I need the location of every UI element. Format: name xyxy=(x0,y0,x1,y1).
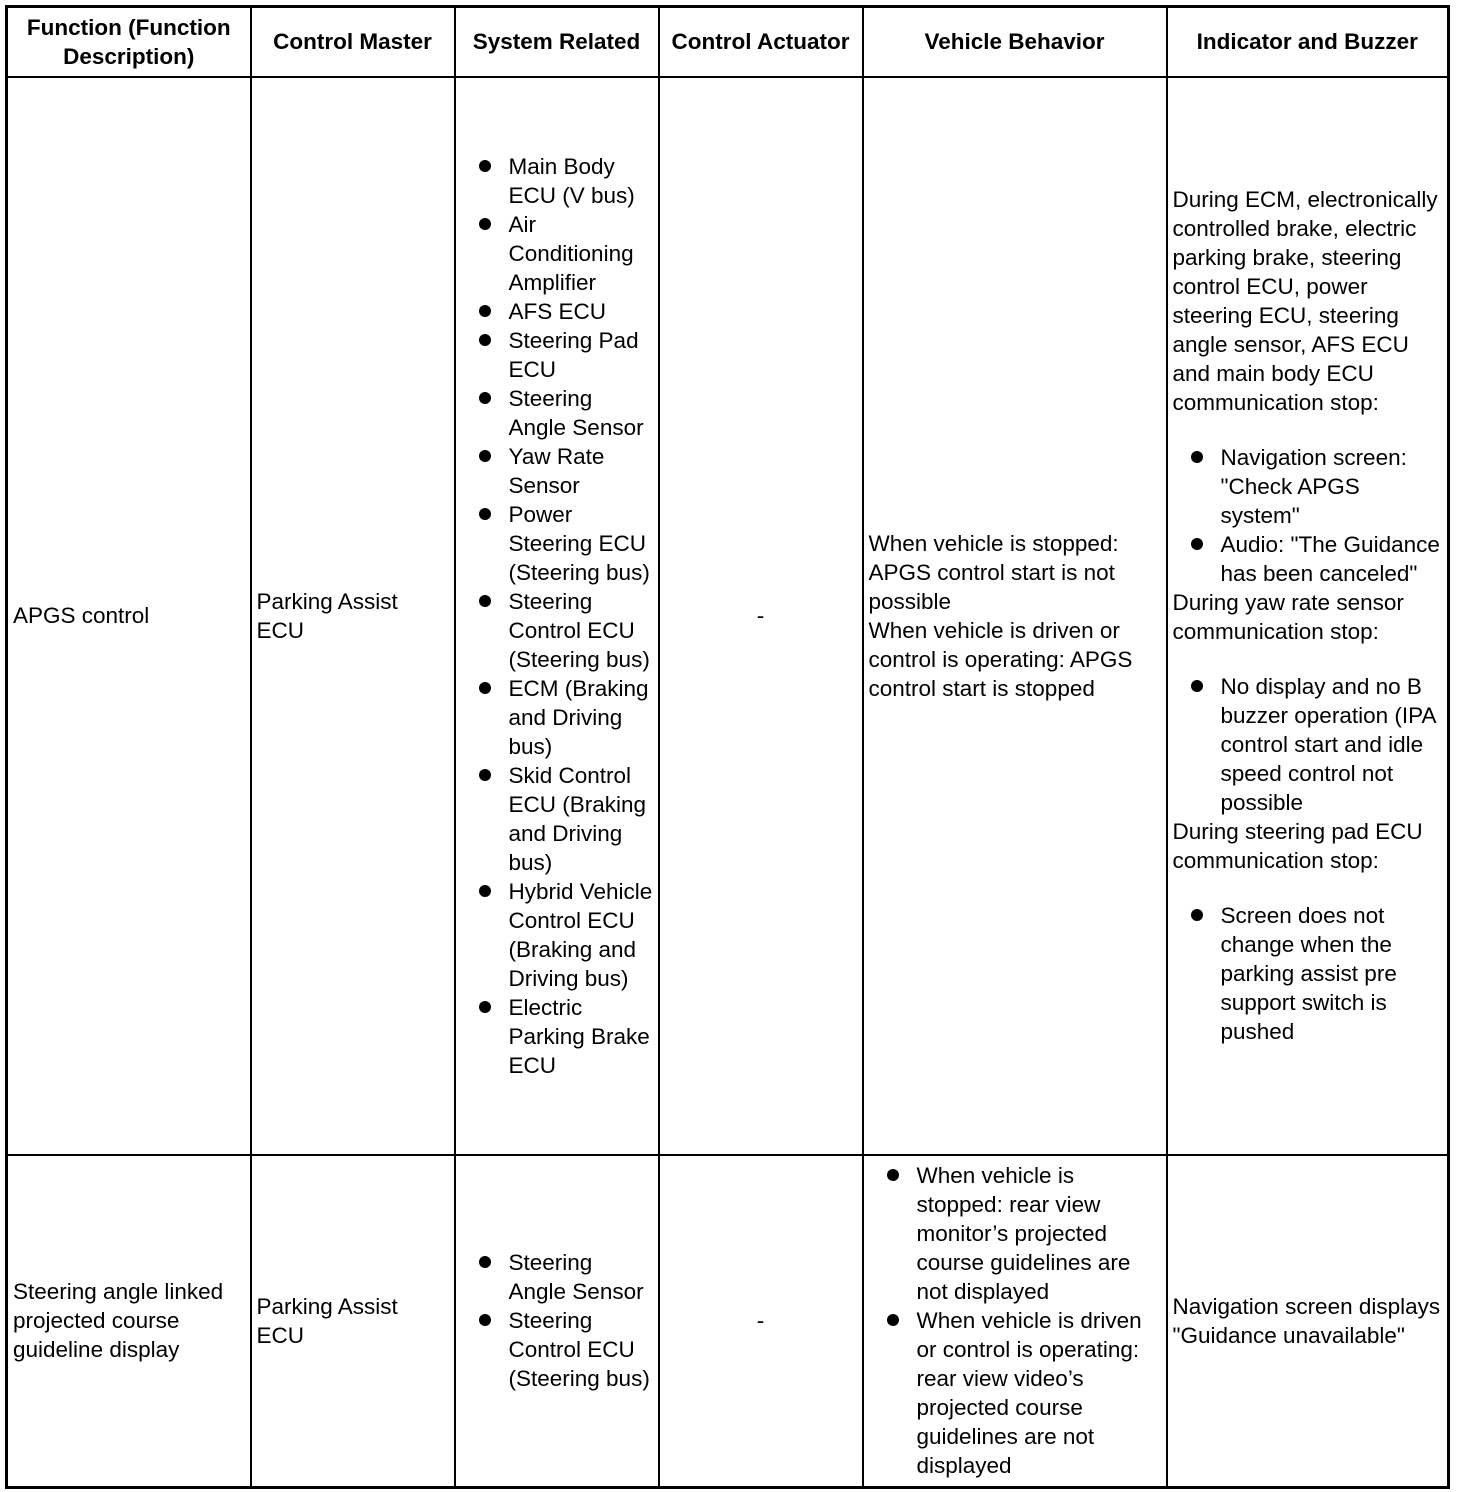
bullet-icon xyxy=(887,1169,899,1181)
bullet-icon xyxy=(479,508,491,520)
cell-control-master: Parking Assist ECU xyxy=(251,77,455,1155)
bullet-icon xyxy=(887,1314,899,1326)
table-row xyxy=(7,1155,1449,1488)
table-row xyxy=(7,77,1449,1155)
list-item: Screen does not change when the parking assist pre support switch is pushed xyxy=(1173,901,1443,1046)
bullet-icon xyxy=(479,595,491,607)
list-item: Audio: "The Guidance has been canceled" xyxy=(1173,530,1443,588)
system-related-list xyxy=(461,1248,653,1393)
indicator-list xyxy=(1173,443,1443,588)
cell-control-actuator: - xyxy=(659,77,863,1155)
header-indicator-buzzer: Indicator and Buzzer xyxy=(1167,7,1449,77)
bullet-icon xyxy=(479,1314,491,1326)
bullet-icon xyxy=(479,1001,491,1013)
header-vehicle-behavior: Vehicle Behavior xyxy=(863,7,1167,77)
list-item: Hybrid Vehicle Control ECU (Braking and Driving bus) xyxy=(461,877,653,993)
list-item: Steering Angle Sensor xyxy=(461,384,653,442)
cell-system-related xyxy=(455,77,659,1155)
list-item: Electric Parking Brake ECU xyxy=(461,993,653,1080)
list-item: No display and no B buzzer operation (IPA control start and idle speed control not possible xyxy=(1173,672,1443,817)
list-item: AFS ECU xyxy=(461,297,653,326)
system-related-list xyxy=(461,152,653,1080)
bullet-icon xyxy=(1191,680,1203,692)
list-item: Steering Control ECU (Steering bus) xyxy=(461,587,653,674)
bullet-icon xyxy=(479,885,491,897)
bullet-icon xyxy=(479,160,491,172)
bullet-icon xyxy=(479,334,491,346)
indicator-list xyxy=(1173,672,1443,817)
bullet-icon xyxy=(1191,451,1203,463)
vehicle-behavior-line: When vehicle is stopped: APGS control start is not possible xyxy=(868,530,1119,614)
cell-control-master: Parking Assist ECU xyxy=(251,1155,455,1488)
list-item: Main Body ECU (V bus) xyxy=(461,152,653,210)
list-item: Skid Control ECU (Braking and Driving bus) xyxy=(461,761,653,877)
header-function: Function (Function Description) xyxy=(7,7,251,77)
bullet-icon xyxy=(479,450,491,462)
list-item: Steering Control ECU (Steering bus) xyxy=(461,1306,653,1393)
bullet-icon xyxy=(479,218,491,230)
bullet-icon xyxy=(479,392,491,404)
header-control-master: Control Master xyxy=(251,7,455,77)
list-item: Yaw Rate Sensor xyxy=(461,442,653,500)
list-item: Navigation screen: "Check APGS system" xyxy=(1173,443,1443,530)
cell-vehicle-behavior xyxy=(863,1155,1167,1488)
bullet-icon xyxy=(479,769,491,781)
header-control-actuator: Control Actuator xyxy=(659,7,863,77)
cell-indicator-buzzer xyxy=(1167,77,1449,1155)
list-item: Air Conditioning Amplifier xyxy=(461,210,653,297)
cell-vehicle-behavior xyxy=(863,77,1167,1155)
function-table xyxy=(5,5,1450,1489)
list-item: Steering Angle Sensor xyxy=(461,1248,653,1306)
bullet-icon xyxy=(479,305,491,317)
bullet-icon xyxy=(479,682,491,694)
cell-indicator-buzzer: Navigation screen displays "Guidance unavailable" xyxy=(1167,1155,1449,1488)
bullet-icon xyxy=(1191,909,1203,921)
cell-function: APGS control xyxy=(7,77,251,1155)
cell-control-actuator: - xyxy=(659,1155,863,1488)
list-item: Steering Pad ECU xyxy=(461,326,653,384)
indicator-intro: During ECM, electronically controlled brake, electric parking brake, steering control ECU, power steering ECU, steering angle sensor, AFS ECU and main body ECU communication stop: xyxy=(1172,187,1438,415)
bullet-icon xyxy=(1191,538,1203,550)
indicator-intro: During yaw rate sensor communication stop: xyxy=(1172,590,1404,644)
vehicle-behavior-list xyxy=(869,1161,1161,1480)
list-item: Power Steering ECU (Steering bus) xyxy=(461,500,653,587)
list-item: ECM (Braking and Driving bus) xyxy=(461,674,653,761)
list-item: When vehicle is stopped: rear view monitor’s projected course guidelines are not displayed xyxy=(869,1161,1161,1306)
cell-function: Steering angle linked projected course guideline display xyxy=(7,1155,251,1488)
indicator-intro: During steering pad ECU communication stop: xyxy=(1172,819,1423,873)
bullet-icon xyxy=(479,1256,491,1268)
vehicle-behavior-line: When vehicle is driven or control is operating: APGS control start is stopped xyxy=(868,617,1133,701)
cell-system-related xyxy=(455,1155,659,1488)
header-row xyxy=(7,7,1449,77)
header-system-related: System Related xyxy=(455,7,659,77)
indicator-list xyxy=(1173,901,1443,1046)
list-item: When vehicle is driven or control is operating: rear view video’s projected course guidelines are not displayed xyxy=(869,1306,1161,1480)
